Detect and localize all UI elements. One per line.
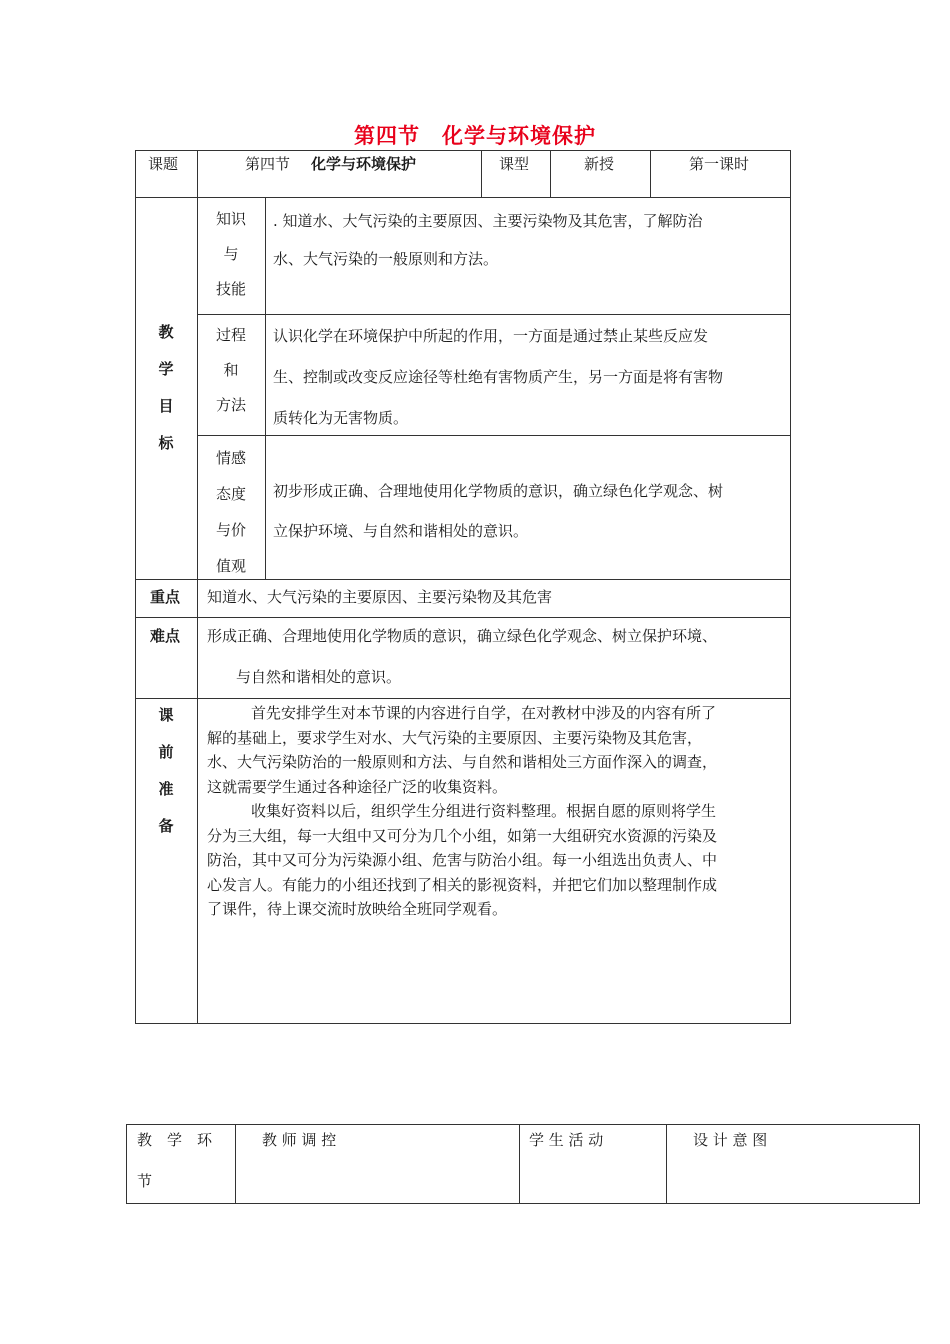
page-title: 第四节 化学与环境保护: [354, 124, 596, 148]
column-divider: [481, 150, 482, 198]
preparation-label: 课 前 准 备: [158, 706, 174, 835]
column-divider: [650, 150, 651, 198]
objective-knowledge-label: 知识 与 技能: [215, 210, 246, 298]
row-divider: [135, 617, 791, 618]
row-divider: [135, 698, 791, 699]
type-value: 新授: [584, 155, 615, 173]
column-divider: [235, 1124, 236, 1204]
table-right-border: [790, 150, 791, 1024]
process-table-bottom: [126, 1203, 920, 1204]
column-divider: [550, 150, 551, 198]
period-value: 第一课时: [689, 155, 750, 173]
key-point-text: 知道水、大气污染的主要原因、主要污染物及其危害: [207, 588, 553, 606]
col-stage-line-1: 教 学 环: [137, 1131, 213, 1149]
process-table-left: [126, 1124, 127, 1204]
process-table-right: [919, 1124, 920, 1204]
col-stage-line-2: 节: [137, 1172, 153, 1190]
table-bottom-border: [135, 1023, 791, 1024]
objective-attitude-label: 情感 态度 与价 值观: [215, 449, 246, 575]
col-student: 学 生 活 动: [529, 1131, 604, 1149]
column-divider: [519, 1124, 520, 1204]
objective-process-label: 过程 和 方法: [215, 326, 246, 414]
col-teacher: 教 师 调 控: [262, 1131, 337, 1149]
difficulty-line-2: 与自然和谐相处的意识。: [236, 668, 402, 686]
objective-attitude-text: 初步形成正确、合理地使用化学物质的意识，确立绿色化学观念、树 立保护环境、与自然和谐相处的意识。: [273, 482, 724, 540]
topic-name: 化学与环境保护: [311, 155, 417, 173]
process-table-top: [126, 1124, 920, 1125]
objectives-group-label: 教 学 目 标: [158, 323, 174, 452]
row-divider: [135, 197, 791, 198]
type-label: 课型: [499, 155, 530, 173]
preparation-text: 首先安排学生对本节课的内容进行自学，在对教材中涉及的内容有所了 解的基础上，要求学生对水、大气污染的主要原因、主要污染物及其危害， 水、大气污染防治的一般原则和方法、与自然和谐相处三方面作深入的调查， 这就需要学生通过各种途径广泛的收集资料。 收集好资料以后，组织学生分组进行资料整理。根据自愿的原则将学生 分为三大组，每一大组中又可分为几个小组，如第一大组研究水资源的污染及 防治，其中又可分为污染源小组、危害与防治小组。每一小组选出负责人、中 心发言人。有能力的小组还找到了相关的影视资料，并把它们加以整理制作成 了课件，待上课交流时放映给全班同学观看。: [207, 704, 718, 918]
table-left-border: [135, 150, 136, 1024]
objective-knowledge-text: . 知道水、大气污染的主要原因、主要污染物及其危害，了解防治 水、大气污染的一般原则和方法。: [273, 212, 703, 268]
row-divider: [197, 314, 791, 315]
difficulty-label: 难点: [150, 627, 181, 645]
column-divider: [265, 197, 266, 580]
table-top-border: [135, 150, 791, 151]
topic-prefix: 第四节: [245, 155, 291, 173]
objective-process-text: 认识化学在环境保护中所起的作用，一方面是通过禁止某些反应发 生、控制或改变反应途径等杜绝有害物质产生，另一方面是将有害物 质转化为无害物质。: [273, 327, 724, 427]
col-design: 设 计 意 图: [693, 1131, 768, 1149]
key-point-label: 重点: [150, 588, 181, 606]
difficulty-line-1: 形成正确、合理地使用化学物质的意识，确立绿色化学观念、树立保护环境、: [207, 627, 718, 645]
topic-label: 课题: [148, 155, 179, 173]
column-divider: [666, 1124, 667, 1204]
